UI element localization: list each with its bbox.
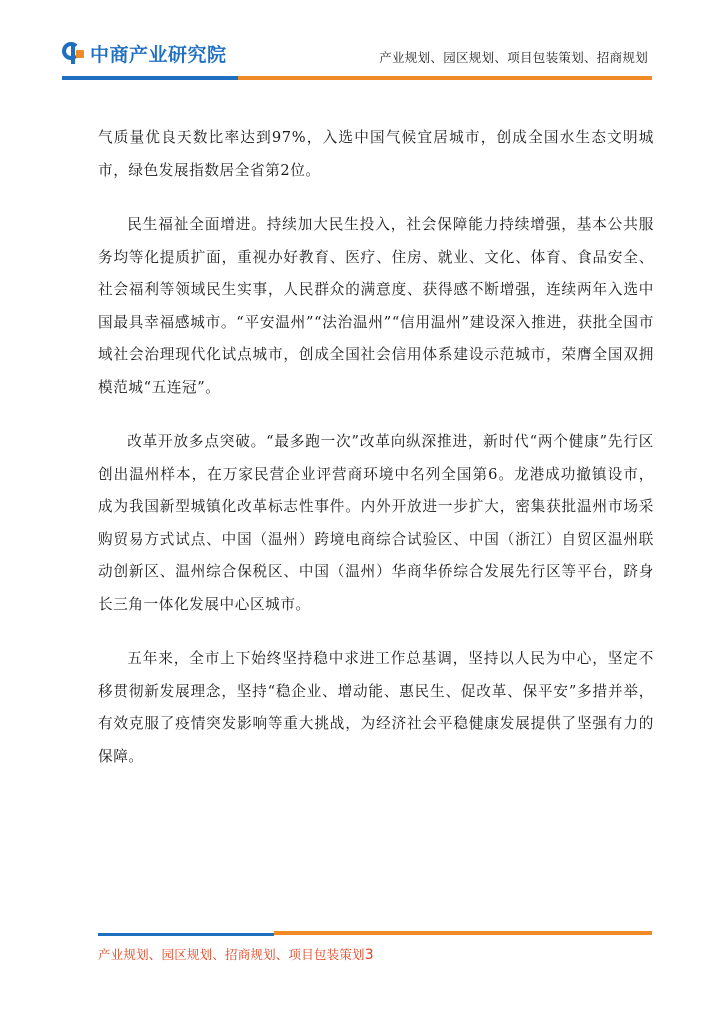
footer-tagline: 产业规划、园区规划、招商规划、项目包装策划 [98,947,365,962]
paragraph-2: 民生福祉全面增进。持续加大民生投入，社会保障能力持续增强，基本公共服务均等化提质扩面，重视办好教育、医疗、住房、就业、文化、体育、食品安全、社会福利等领域民生实事，人民群众的满意度、获得感不断增强，连续两年入选中国最具幸福感城市。“平安温州”“法治温州”“信用温州”建设深入推进，获批全国市域社会治理现代化试点城市，创成全国社会信用体系建设示范城市，荣膺全国双拥模范城“五连冠”。 [98,216,654,396]
paragraph-4: 五年来，全市上下始终坚持稳中求进工作总基调，坚持以人民为中心，坚定不移贯彻新发展理念，坚持“稳企业、增动能、惠民生、促改革、保平安”多措并举，有效克服了疫情突发影响等重大挑战，为经济社会平稳健康发展提供了坚强有力的保障。 [98,650,654,765]
page-number: 3 [364,947,374,963]
logo-text: 中商产业研究院 [90,44,227,66]
page-header [0,0,724,80]
footer-rule-orange [274,931,652,935]
paragraph-3: 改革开放多点突破。“最多跑一次”改革向纵深推进，新时代“两个健康”先行区创出温州样本，在万家民营企业评营商环境中名列全国第6。龙港成功撤镇设市，成为我国新型城镇化改革标志性事件。内外开放进一步扩大，密集获批温州市场采购贸易方式试点、中国（温州）跨境电商综合试验区、中国（浙江）自贸区温州联动创新区、温州综合保税区、中国（温州）华商华侨综合发展先行区等平台，跻身长三角一体化发展中心区城市。 [98,433,654,613]
footer-rule-blue [98,933,274,936]
page-footer [98,945,374,963]
document-body [98,122,654,795]
logo-mark-icon [62,42,86,66]
paragraph-1: 气质量优良天数比率达到97%，入选中国气候宜居城市，创成全国水生态文明城市，绿色发展指数居全省第2位。 [98,129,654,179]
header-rule-blue [62,76,238,80]
logo [62,40,227,67]
header-tagline: 产业规划、园区规划、项目包装策划、招商规划 [379,50,648,65]
header-rule-orange [238,76,652,80]
